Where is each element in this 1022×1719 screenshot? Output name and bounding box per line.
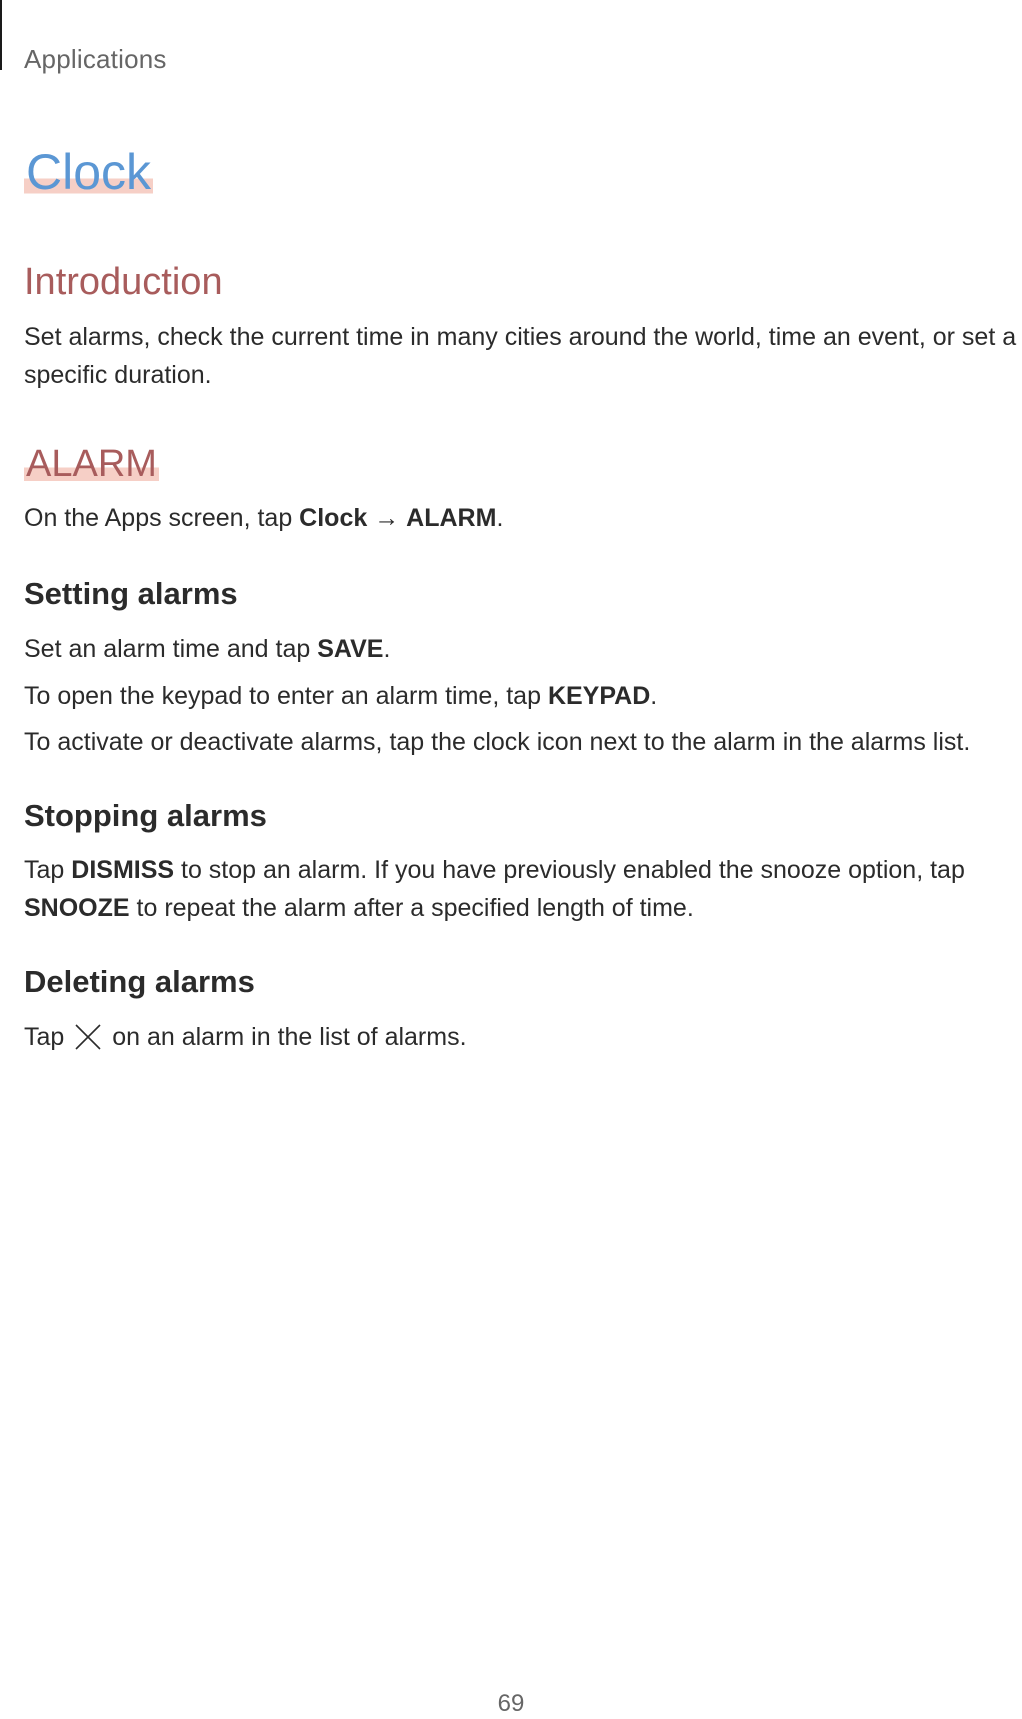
- stopping-alarms-l2-suffix: to repeat the alarm after a specified length of time.: [129, 894, 694, 922]
- introduction-text-line-2: specific duration.: [24, 361, 212, 389]
- setting-alarms-text-1: [24, 630, 1014, 668]
- stopping-alarms-l1-suffix: to stop an alarm. If you have previously enabled the snooze option, tap: [174, 856, 965, 884]
- alarm-navigation-text: [24, 499, 1014, 537]
- close-icon: [73, 1023, 103, 1051]
- alarm-nav-alarm: ALARM: [406, 504, 497, 532]
- alarm-nav-arrow: →: [367, 504, 407, 532]
- setting-alarms-text-3: To activate or deactivate alarms, tap the clock icon next to the alarm in the alarms list.: [24, 728, 971, 756]
- setting-alarms-p2-suffix: .: [650, 682, 658, 710]
- snooze-label: SNOOZE: [24, 894, 130, 922]
- save-label: SAVE: [317, 635, 384, 663]
- stopping-alarms-text-line-1: [24, 851, 1014, 889]
- deleting-alarms-heading: Deleting alarms: [24, 964, 255, 999]
- alarm-nav-suffix: .: [496, 504, 504, 532]
- stopping-alarms-heading: Stopping alarms: [24, 798, 267, 833]
- stopping-alarms-l1-prefix: Tap: [24, 856, 72, 884]
- setting-alarms-heading: Setting alarms: [24, 576, 238, 611]
- page-title: Clock: [26, 144, 152, 200]
- deleting-alarms-prefix: Tap: [24, 1023, 72, 1051]
- deleting-alarms-text: [24, 1018, 1014, 1056]
- setting-alarms-p1-suffix: .: [383, 635, 391, 663]
- setting-alarms-p2-prefix: To open the keypad to enter an alarm time, tap: [24, 682, 548, 710]
- stopping-alarms-text-line-2: [24, 889, 1014, 927]
- alarm-heading: [24, 442, 159, 486]
- keypad-label: KEYPAD: [547, 682, 651, 710]
- alarm-nav-clock: Clock: [299, 504, 368, 532]
- alarm-heading-text: ALARM: [26, 443, 157, 485]
- setting-alarms-p1-prefix: Set an alarm time and tap: [24, 635, 318, 663]
- page-corner-line: [0, 0, 2, 70]
- introduction-text-line-1: Set alarms, check the current time in many cities around the world, time an event, or set a: [24, 323, 1017, 351]
- dismiss-label: DISMISS: [71, 856, 175, 884]
- setting-alarms-text-2: [24, 677, 1014, 715]
- introduction-heading: Introduction: [24, 261, 223, 303]
- alarm-nav-prefix: On the Apps screen, tap: [24, 504, 300, 532]
- section-label: Applications: [24, 44, 167, 74]
- page-number: 69: [497, 1690, 525, 1717]
- deleting-alarms-suffix: on an alarm in the list of alarms.: [105, 1023, 467, 1051]
